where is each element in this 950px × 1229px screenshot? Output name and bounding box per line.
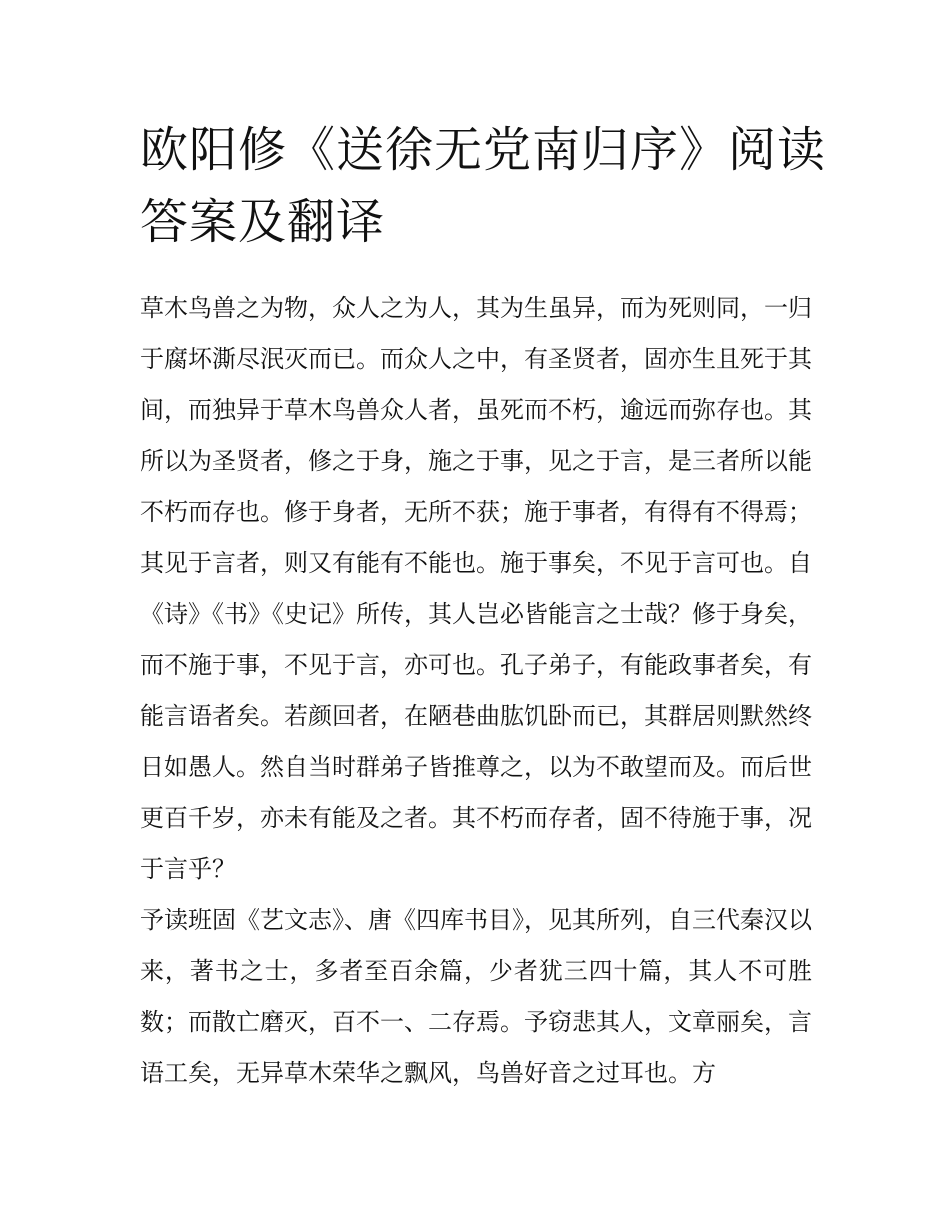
document-body <box>140 283 812 1099</box>
paragraph: 予读班固《艺文志》、唐《四库书目》，见其所列，自三代秦汉以来，著书之士，多者至百余篇，少者犹三四十篇，其人不可胜数；而散亡磨灭，百不一、二存焉。予窃悲其人，文章丽矣，言语工矣，无异草木荣华之飘风，鸟兽好音之过耳也。方 <box>140 906 812 1087</box>
document-title: 欧阳修《送徐无党南归序》阅读答案及翻译 <box>140 122 827 250</box>
paragraph: 草木鸟兽之为物，众人之为人，其为生虽异，而为死则同，一归于腐坏澌尽泯灭而已。而众人之中，有圣贤者，固亦生且死于其间，而独异于草木鸟兽众人者，虽死而不朽，逾远而弥存也。其所以为圣贤者，修之于身，施之于事，见之于言，是三者所以能不朽而存也。修于身者，无所不获；施于事者，有得有不得焉；其见于言者，则又有能有不能也。施于事矣，不见于言可也。自《诗》《书》《史记》所传，其人岂必皆能言之士哉？修于身矣，而不施于事，不见于言，亦可也。孔子弟子，有能政事者矣，有能言语者矣。若颜回者，在陋巷曲肱饥卧而已，其群居则默然终日如愚人。然自当时群弟子皆推尊之，以为不敢望而及。而后世更百千岁，亦未有能及之者。其不朽而存者，固不待施于事，况于言乎？ <box>140 294 812 883</box>
